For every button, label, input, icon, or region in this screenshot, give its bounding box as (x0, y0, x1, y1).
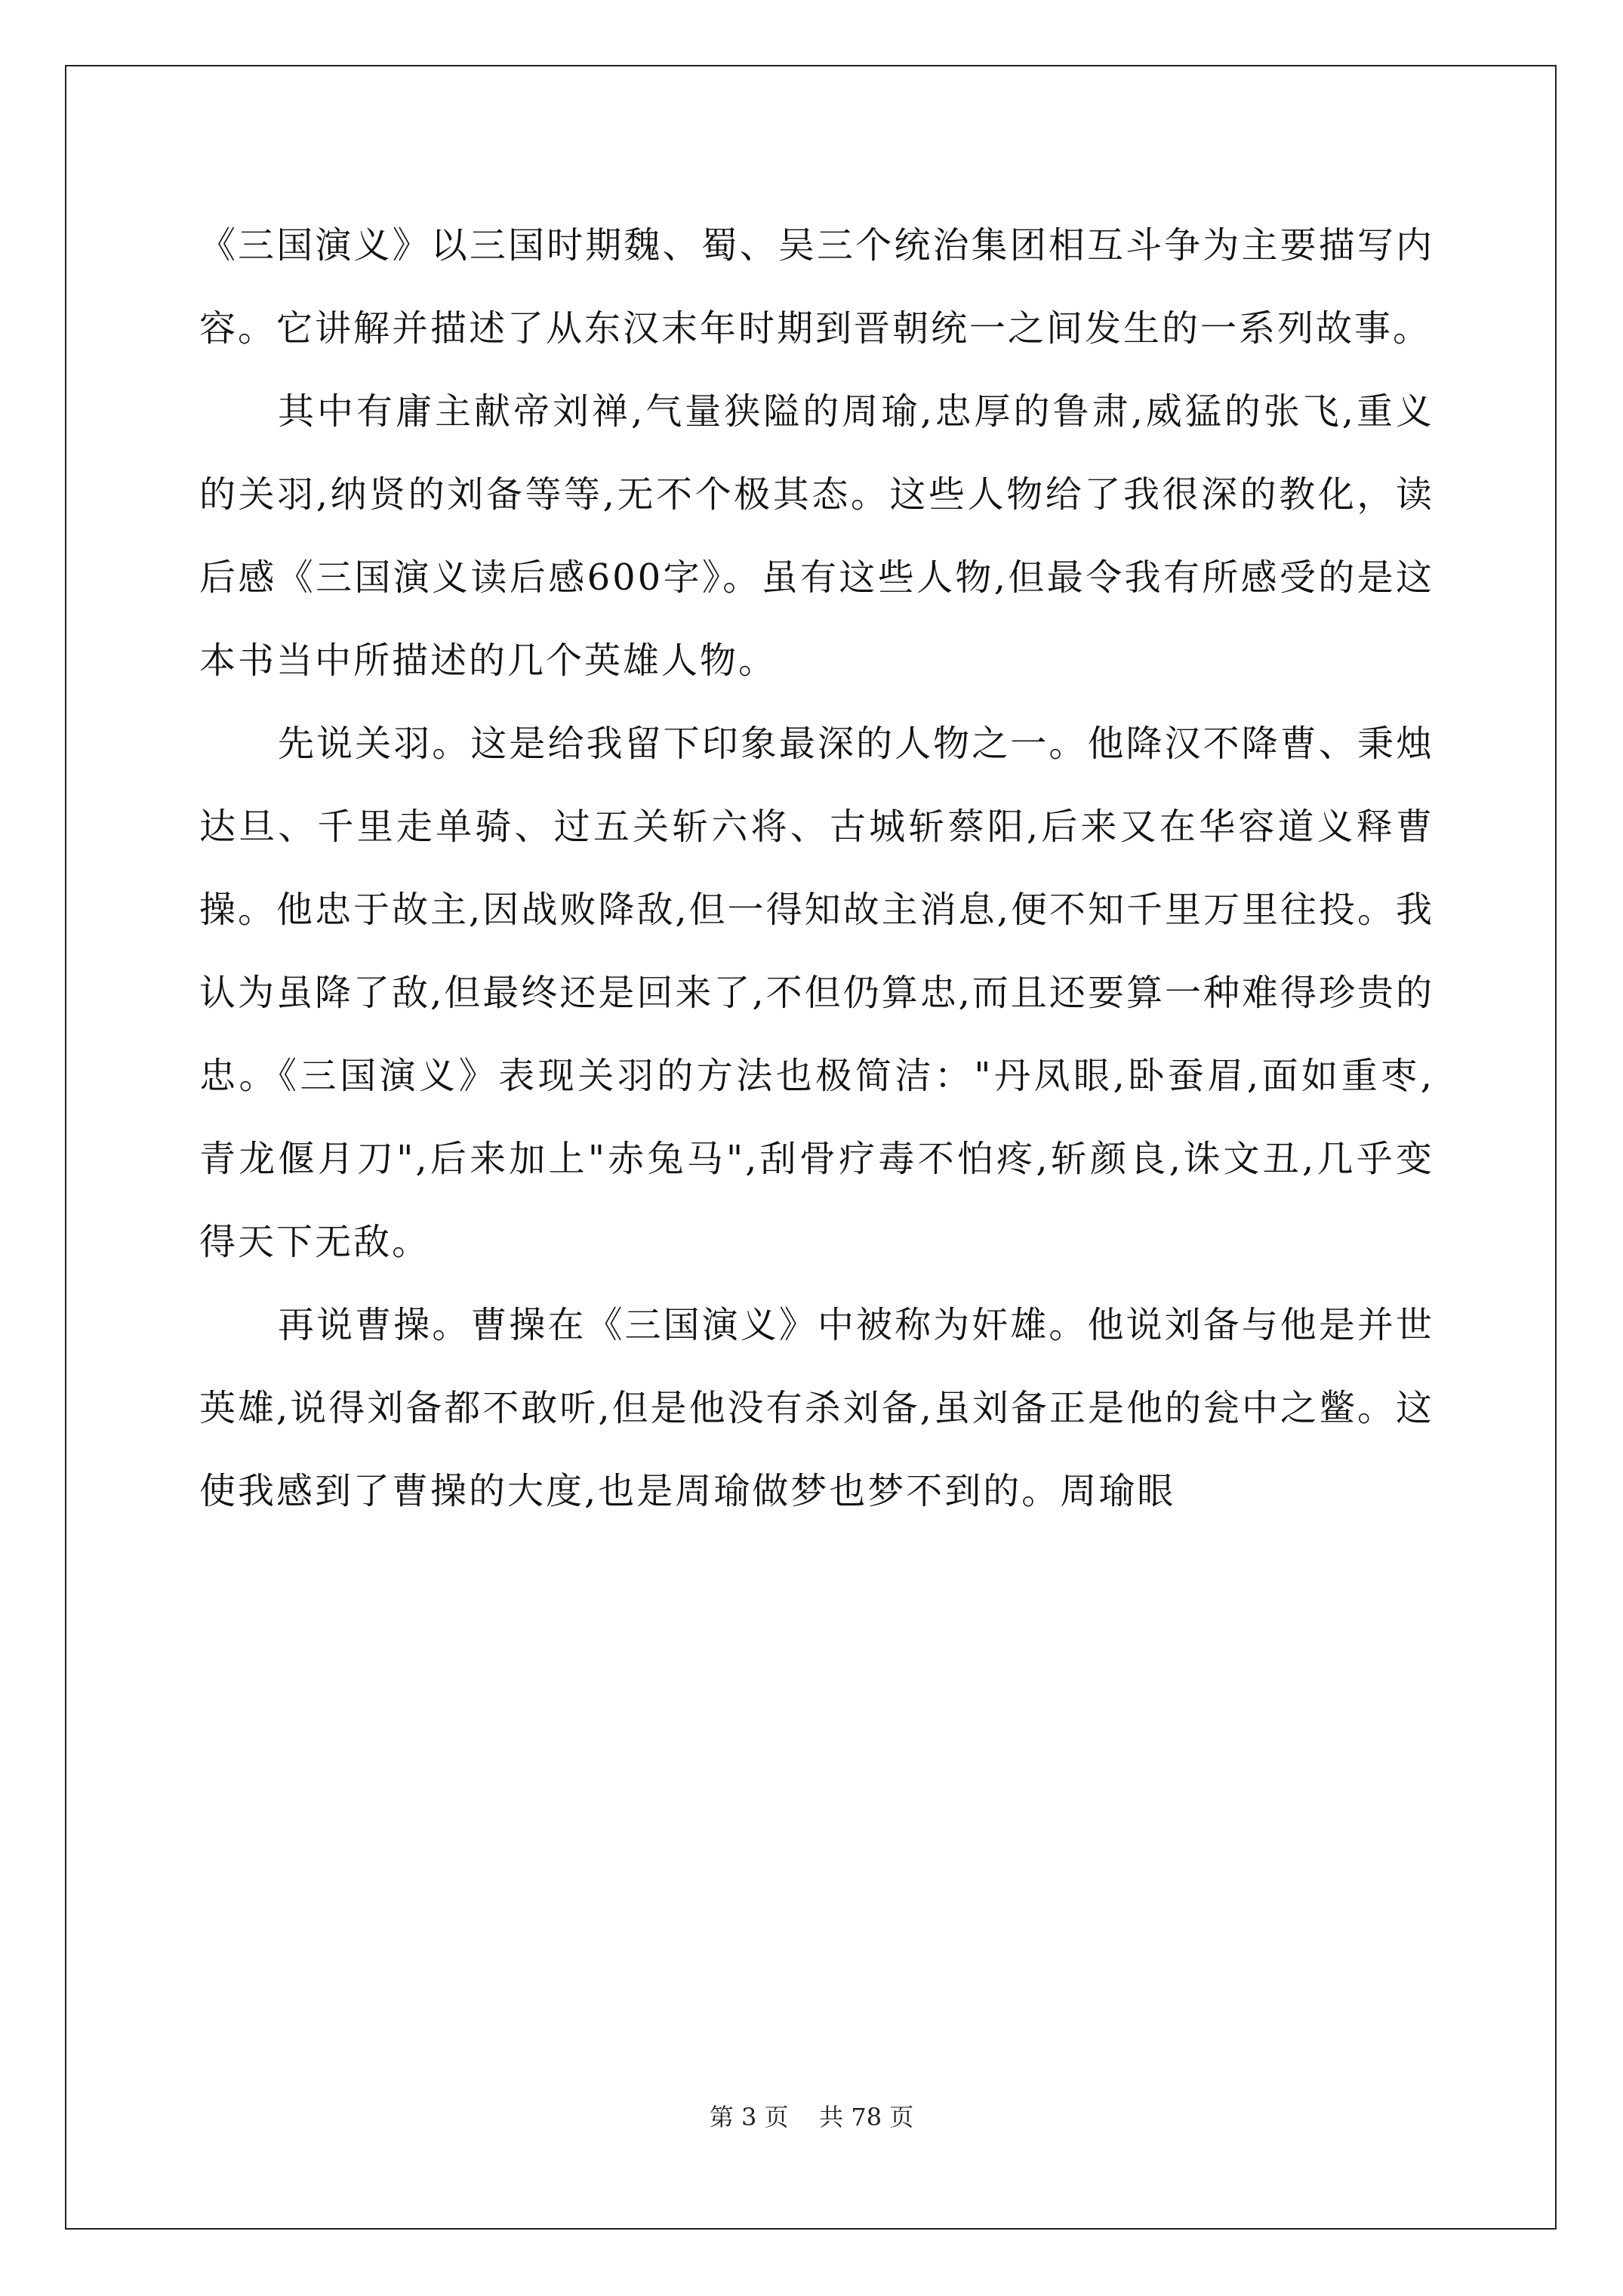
paragraph: 其中有庸主献帝刘禅,气量狭隘的周瑜,忠厚的鲁肃,威猛的张飞,重义的关羽,纳贤的刘备等等,无不个极其态。这些人物给了我很深的教化，读后感《三国演义读后感600字》。虽有这些人物,但最令我有所感受的是这本书当中所描述的几个英雄人物。 (199, 390, 1434, 682)
page-number-footer: 第 3 页 共 78 页 (709, 2103, 914, 2131)
document-body (199, 204, 1434, 1533)
paragraph: 再说曹操。曹操在《三国演义》中被称为奸雄。他说刘备与他是并世英雄,说得刘备都不敢听,但是他没有杀刘备,虽刘备正是他的瓮中之鳖。这使我感到了曹操的大度,也是周瑜做梦也梦不到的。周瑜眼 (199, 1304, 1434, 1512)
paragraph: 《三国演义》以三国时期魏、蜀、吴三个统治集团相互斗争为主要描写内容。它讲解并描述了从东汉末年时期到晋朝统一之间发生的一系列故事。 (199, 224, 1434, 350)
paragraph: 先说关羽。这是给我留下印象最深的人物之一。他降汉不降曹、秉烛达旦、千里走单骑、过五关斩六将、古城斩蔡阳,后来又在华容道义释曹操。他忠于故主,因战败降敌,但一得知故主消息,便不知千里万里往投。我认为虽降了敌,但最终还是回来了,不但仍算忠,而且还要算一种难得珍贵的忠。《三国演义》表现关羽的方法也极简洁："丹凤眼,卧蚕眉,面如重枣,青龙偃月刀",后来加上"赤兔马",刮骨疗毒不怕疼,斩颜良,诛文丑,几乎变得天下无敌。 (199, 723, 1434, 1263)
